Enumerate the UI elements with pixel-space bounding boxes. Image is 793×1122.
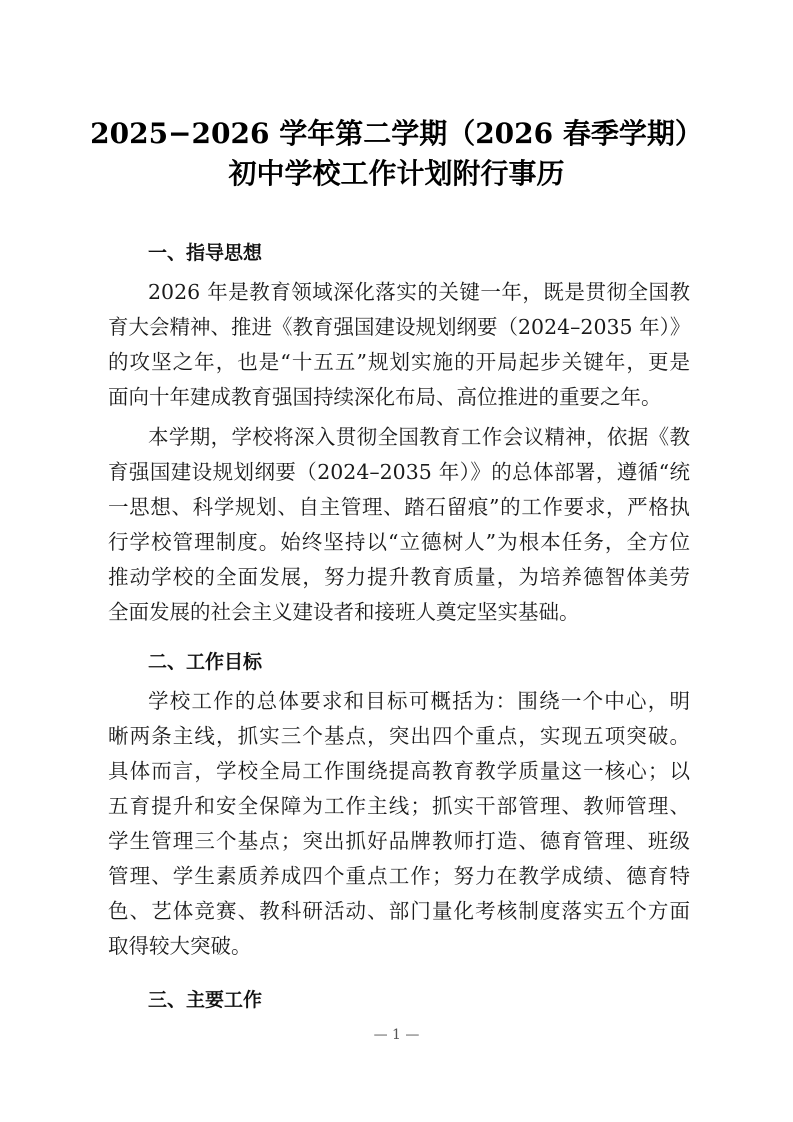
paragraph-line: 晰两条主线，抓实三个基点，突出四个重点，实现五项突破。 [108,724,690,748]
paragraph-line: 全面发展的社会主义建设者和接班人奠定坚实基础。 [108,600,580,624]
section-heading-work-goals: 二、工作目标 [148,651,263,673]
document-title-line-2: 初中学校工作计划附行事历 [228,157,565,190]
section-heading-main-work: 三、主要工作 [148,989,263,1011]
section-heading-guiding-ideology: 一、指导思想 [148,242,263,264]
paragraph-line: 学校工作的总体要求和目标可概括为：围绕一个中心，明 [148,689,690,713]
paragraph-line: 推动学校的全面发展，努力提升教育质量，为培养德智体美劳 [108,565,690,589]
paragraph-line: 色、艺体竞赛、教科研活动、部门量化考核制度落实五个方面 [108,899,690,923]
paragraph-line: 管理、学生素质养成四个重点工作；努力在教学成绩、德育特 [108,864,690,888]
paragraph-line: 具体而言，学校全局工作围绕提高教育教学质量这一核心；以 [108,759,690,783]
paragraph-line: 行学校管理制度。始终坚持以“立德树人”为根本任务，全方位 [108,530,690,554]
paragraph-line: 学生管理三个基点；突出抓好品牌教师打造、德育管理、班级 [108,829,690,853]
paragraph-line: 面向十年建成教育强国持续深化布局、高位推进的重要之年。 [108,385,662,409]
paragraph-line: 取得较大突破。 [108,934,252,958]
document-title-line-1: 2025−2026 学年第二学期（2026 春季学期） [90,117,703,150]
paragraph-line: 一思想、科学规划、自主管理、踏石留痕”的工作要求，严格执 [108,495,690,519]
page-number: — 1 — [373,1027,420,1043]
paragraph-line: 五育提升和安全保障为工作主线；抓实干部管理、教师管理、 [108,794,690,818]
paragraph-line: 的攻坚之年，也是“十五五”规划实施的开局起步关键年，更是 [108,350,690,374]
paragraph-line: 育大会精神、推进《教育强国建设规划纲要（2024–2035 年）》 [108,315,691,339]
paragraph-line: 本学期，学校将深入贯彻全国教育工作会议精神，依据《教 [148,425,690,449]
paragraph-line: 2026 年是教育领域深化落实的关键一年，既是贯彻全国教 [148,280,690,304]
paragraph-line: 育强国建设规划纲要（2024–2035 年）》的总体部署，遵循“统 [108,460,690,484]
